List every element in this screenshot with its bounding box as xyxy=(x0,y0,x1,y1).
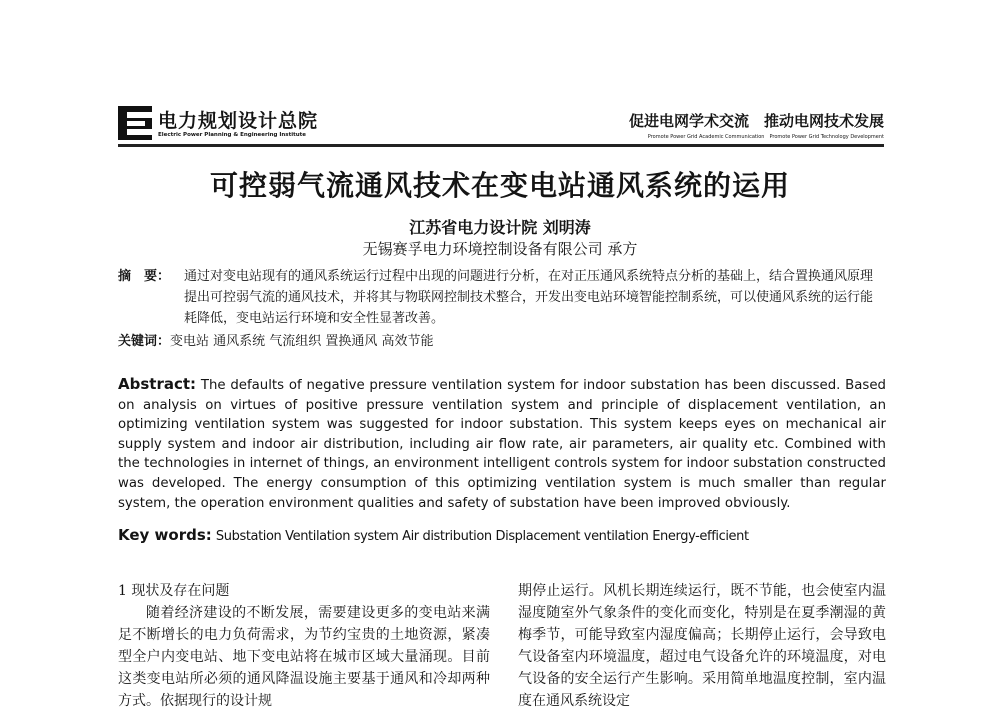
author-line-primary: 江苏省电力设计院 刘明涛 xyxy=(409,218,591,237)
header-slogan-english: Promote Power Grid Academic Communication Promote Power Grid Technology Development xyxy=(647,134,884,140)
body-paragraph-left: 随着经济建设的不断发展，需要建设更多的变电站来满足不断增长的电力负荷需求，为节约宝贵的土地资源，紧凑型全户内变电站、地下变电站将在城市区域大量涌现。目前这类变电站所必须的通风降温设施主要基于通风和冷却两种方式。依据现行的设计规 xyxy=(118,605,490,709)
institute-logo-icon xyxy=(118,106,152,140)
abstract-english xyxy=(118,375,886,513)
abstract-chinese xyxy=(118,266,884,329)
abstract-english-label: Abstract: xyxy=(118,375,197,393)
abstract-chinese-text: 通过对变电站现有的通风系统运行过程中出现的问题进行分析，在对正压通风系统特点分析的基础上，结合置换通风原理提出可控弱气流的通风技术，并将其与物联网控制技术整合，开发出变电站环境智能控制系统，可以使通风系统的运行能耗降低，变电站运行环境和安全性显著改善。 xyxy=(184,269,874,326)
keywords-english-text: Substation Ventilation system Air distribution Displacement ventilation Energy-efficient xyxy=(215,529,749,544)
body-column-right xyxy=(518,580,886,712)
section-heading: 1 现状及存在问题 xyxy=(118,583,230,599)
keywords-chinese xyxy=(118,332,884,352)
article-title: 可控弱气流通风技术在变电站通风系统的运用 xyxy=(209,169,790,202)
abstract-chinese-label: 摘 要： xyxy=(118,269,171,284)
body-column-left xyxy=(118,580,490,712)
header-slogan: 促进电网学术交流 推动电网技术发展 xyxy=(628,112,884,130)
org-name: 电力规划设计总院 xyxy=(158,110,319,132)
org-name-english: Electric Power Planning & Engineering Institute xyxy=(158,132,306,138)
keywords-chinese-text: 变电站 通风系统 气流组织 置换通风 高效节能 xyxy=(170,334,434,349)
keywords-chinese-label: 关键词： xyxy=(118,334,171,349)
body-paragraph-right: 期停止运行。风机长期连续运行，既不节能，也会使室内温湿度随室外气象条件的变化而变化，特别是在夏季潮湿的黄梅季节，可能导致室内湿度偏高；长期停止运行，会导致电气设备室内环境温度，超过电气设备允许的环境温度，对电气设备的安全运行产生影响。采用简单地温度控制，室内温度在通风系统设定 xyxy=(518,583,886,709)
keywords-english-label: Key words: xyxy=(118,526,212,544)
author-line-secondary: 无锡赛孚电力环境控制设备有限公司 承方 xyxy=(362,240,638,258)
header-rule xyxy=(118,144,884,147)
keywords-english xyxy=(118,526,886,546)
abstract-english-text: The defaults of negative pressure ventilation system for indoor substation has been discussed. Based on analysis on virtues of positive pressure ventilation system and principle of displacement ventilation, an optimizing ventilation system was suggested for indoor substation. This system keeps eyes on mechanical air supply system and indoor air distribution, including air flow rate, air parameters, air quality etc. Combined with the technologies in internet of things, an environment intelligent controls system for indoor substation constructed was developed. The energy consumption of this optimizing ventilation system is much smaller than regular system, the operation environment qualities and safety of substation have been improved obviously. xyxy=(118,378,886,511)
